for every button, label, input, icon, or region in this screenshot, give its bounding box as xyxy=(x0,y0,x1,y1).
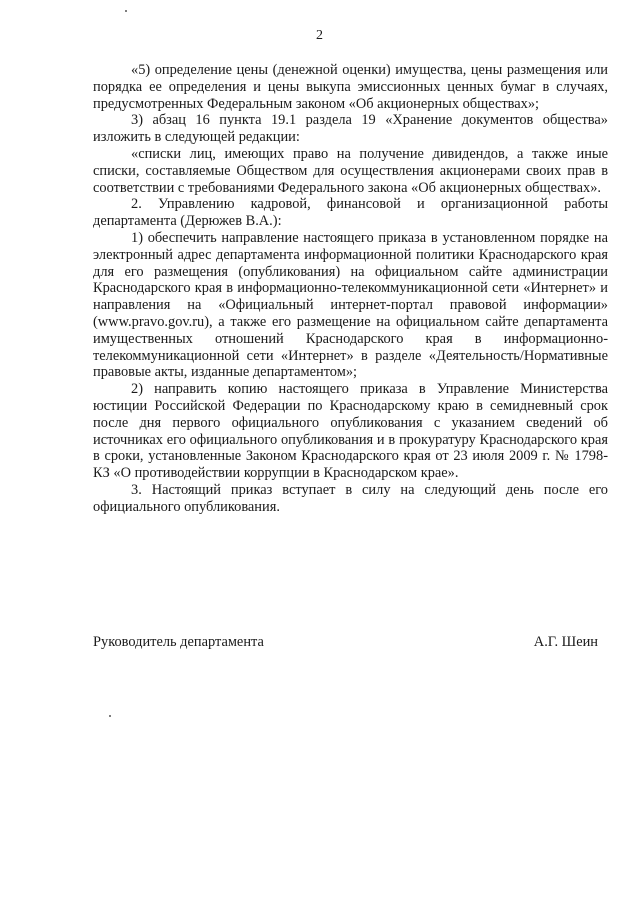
scan-speck-bottom xyxy=(109,715,111,717)
paragraph-section-2: 2. Управлению кадровой, финансовой и организационной работы департамента (Дерюжев В.А.): xyxy=(93,196,608,230)
signature-block xyxy=(93,634,598,651)
document-body xyxy=(93,62,608,516)
paragraph-quoted-lists: «списки лиц, имеющих право на получение дивидендов, а также иные списки, составляемые Обществом для осуществления акционерами своих прав в соответствии с требованиями Федерального закона «Об акционерных обществах». xyxy=(93,145,608,196)
paragraph-section-3: 3. Настоящий приказ вступает в силу на следующий день после его официального опубликования. xyxy=(93,481,608,515)
paragraph-section-2-item-2: 2) направить копию настоящего приказа в Управление Министерства юстиции Российской Федерации по Краснодарскому краю в семидневный срок после дня первого официального опубликования с указанием сведений об источниках его официального опубликования и в прокуратуру Краснодарского края в сроки, установленные Законом Краснодарского края от 23 июля 2009 г. № 1798-КЗ «О противодействии коррупции в Краснодарском крае». xyxy=(93,381,608,482)
signatory-name: А.Г. Шеин xyxy=(533,634,598,650)
signatory-position: Руководитель департамента xyxy=(93,634,264,650)
paragraph-item-3-amendment: 3) абзац 16 пункта 19.1 раздела 19 «Хранение документов общества» изложить в следующей редакции: xyxy=(93,112,608,146)
paragraph-item-5-definition: «5) определение цены (денежной оценки) имущества, цены размещения или порядка ее определения и цены выкупа эмиссионных ценных бумаг в случаях, предусмотренных Федеральным законом «Об акционерных обществах»; xyxy=(93,62,608,112)
paragraph-section-2-item-1: 1) обеспечить направление настоящего приказа в установленном порядке на электронный адрес департамента информационной политики Краснодарского края для его размещения (опубликования) на официальном сайте администрации Краснодарского края в информационно-телекоммуникационной сети «Интернет» и направления на «Официальный интернет-портал правовой информации» (www.pravo.gov.ru), а также его размещение на официальном сайте департамента имущественных отношений Краснодарского края в информационно-телекоммуникационной сети «Интернет» в разделе «Деятельность/Нормативные правовые акты, изданные департаментом»; xyxy=(93,229,608,381)
page-number: 2 xyxy=(316,28,323,43)
scan-speck-top xyxy=(125,10,127,12)
